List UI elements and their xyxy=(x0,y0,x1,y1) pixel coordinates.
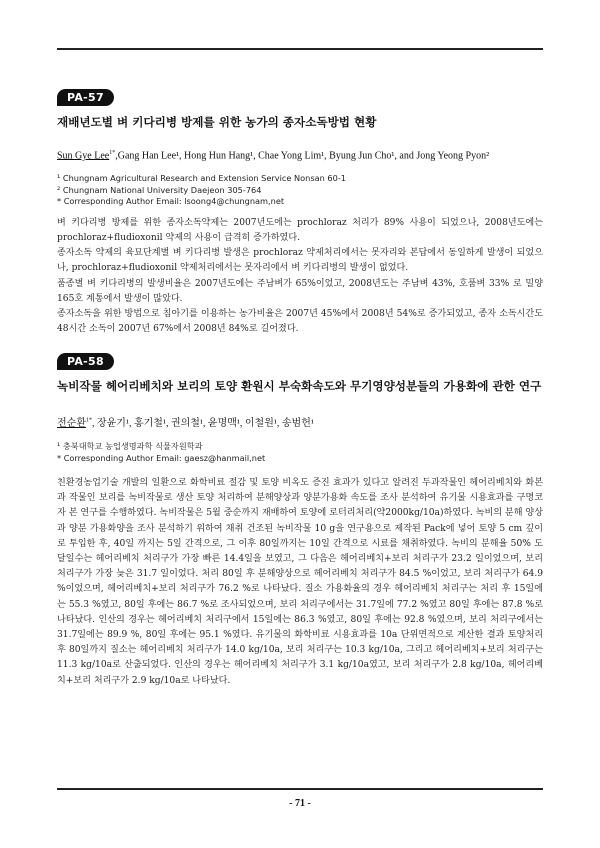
abstract-title: 녹비작물 헤어리베치와 보리의 토양 환원시 부숙화속도와 무기영양성분들의 가용화에 관한 연구 xyxy=(57,379,542,393)
top-rule xyxy=(57,48,543,50)
corresponding-author: * Corresponding Author Email: gaesz@hanmail,net xyxy=(57,452,266,463)
first-author: 전순환 xyxy=(57,418,86,429)
abstract-pa57 xyxy=(57,86,543,337)
paragraph: 종자소독 약제의 육묘단계별 벼 키다리병 발생은 prochloraz 약제처리에서는 못자리와 본답에서 동일하게 발생이 되었으나, prochloraz+fludioxonil 약제처리에서는 못자리에서 벼 키다리병의 발생이 없었다. xyxy=(57,248,543,274)
abstract-id-badge: PA-57 xyxy=(57,89,114,106)
affiliations xyxy=(57,441,543,464)
bottom-rule xyxy=(57,788,543,790)
other-authors: , 장윤기¹, 홍기철¹, 권의철¹, 윤명맥¹, 이철원¹, 송범헌¹ xyxy=(91,418,314,429)
first-author-sup: 1* xyxy=(109,150,116,156)
first-author-sup: 1* xyxy=(85,417,92,424)
abstract-pa58 xyxy=(57,350,543,689)
corresponding-author: * Corresponding Author Email: lsoong4@chungnam,net xyxy=(57,196,285,207)
abstract-body xyxy=(57,216,543,338)
affiliations xyxy=(57,173,543,208)
paragraph: 친환경농업기술 개발의 일환으로 화학비료 절감 및 토양 비옥도 증진 효과가 있다고 알려진 두과작물인 헤어리베치와 화본과 작물인 보리를 녹비작물로 생산 토양 처리하여 분해양상과 양분가용화 속도를 조사 분석하여 유기물 시용효과를 구명코자 본 연구를 수행하였다. 녹비작물은 5월 중순까지 재배하여 토양에 로터리처리(약2000kg/10a)하였다. 녹비의 분해 양상과 양분 가용화양을 조사 분석하기 위하여 채취 건조된 녹비작물 10 g을 연구용으로 제작된 Pack에 넣어 토양 5 cm 깊이로 투입한 후, 40일 까지는 5일 간격으로, 그 이후 80일까지는 10일 간격으로 시료를 채취하였다. 녹비의 분해율 50% 도달일수는 헤어리베치 처리구가 가장 빠른 14.4일을 보였고, 그 다음은 헤어리베치+보리 처리구가 23.2 일이었으며, 보리 처리구가 가장 늦은 31.7 일이었다. 처리 80일 후 분해양상으로 헤어리베치 처리구가 84.5 %이었고, 보리 처리구가 64.9 %이었으며, 헤어리베치+보리 처리구가 76.2 %로 나타났다. 질소 가용화율의 경우 헤어리베치 처리구는 처리 후 15일에는 55.3 %였고, 80일 후에는 86.7 %로 조사되었으며, 보리 처리구에서는 31.7일에 77.2 %였고 80일 후에는 87.8 %로 나타났다. 인산의 경우는 헤어리베치 처리구에서 15일에는 86.3 %였고, 80일 후에는 92.8 %였으며, 보리 처리구에서는 31.7일에는 89.9 %, 80일 후에는 95.1 %였다. 유기물의 화학비료 시용효과를 10a 단위면적으로 계산한 결과 토양처리 후 80일까지 질소는 헤어리베치 처리구가 14.0 kg/10a, 보리 처리구는 10.3 kg/10a, 그리고 헤어리베치+보리 처리구는 11.3 kg/10a로 산출되었다. 인산의 경우는 헤어리베치 처리구가 3.1 kg/10a였고, 보리 처리구가 2.8 kg/10a, 헤어리베치+보리 처리구가 2.9 kg/10a로 나타났다. xyxy=(57,478,543,686)
abstract-id-badge: PA-58 xyxy=(57,353,114,370)
paragraph: 품종별 벼 키다리병의 발생비율은 2007년도에는 주남벼가 65%이었고, 2008년도는 주남벼 43%, 호품벼 33% 로 밀양 165호 계통에서 발생이 많았다. xyxy=(57,278,543,304)
paragraph: 종자소독을 위한 방법으로 침아기를 이용하는 농가비율은 2007년 45%에서 2008년 54%로 증가되었고, 종자 소독시간도 48시간 소독이 2007년 67%에서 2008년 84%로 길어졌다. xyxy=(57,309,543,335)
other-authors: ,Gang Han Lee¹, Hong Hun Hang¹, Chae Yong Lim¹, Byung Jun Cho¹, and Jong Yeong Pyon² xyxy=(115,150,490,162)
first-author: Sun Gye Lee xyxy=(57,150,110,162)
author-list xyxy=(57,414,543,429)
abstract-body xyxy=(57,476,543,689)
affiliation-line: ¹ 충북대학교 농업생명과학 식물자원학과 xyxy=(57,441,203,451)
author-list xyxy=(57,150,543,161)
page-number: - 71 - xyxy=(289,798,311,809)
affiliation-line: ² Chungnam National University Daejeon 305-764 xyxy=(57,184,262,195)
paragraph: 벼 키다리병 방제를 위한 종자소독약제는 2007년도에는 prochloraz 처리가 89% 사용이 되었으나, 2008년도에는 prochloraz+fludioxonil 약제의 사용이 급격히 증가하였다. xyxy=(57,217,543,244)
affiliation-line: ¹ Chungnam Agricultural Research and Extension Service Nonsan 60-1 xyxy=(57,173,347,184)
abstract-title: 재배년도별 벼 키다리병 방제를 위한 농가의 종자소독방법 현황 xyxy=(57,115,377,129)
